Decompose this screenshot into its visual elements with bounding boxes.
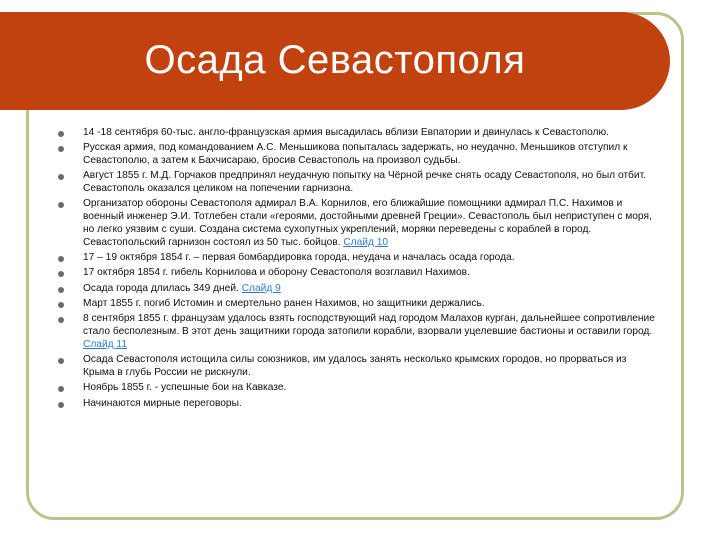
- bullet-icon: [58, 358, 64, 364]
- bullet-text: 14 -18 сентября 60-тыс. англо-французская армия высадилась вблизи Евпатории и двинулась к Севастополю.: [83, 127, 609, 138]
- bullet-text: Осада Севастополя истощила силы союзников, им удалось занять несколько крымских городов, но прорваться из Крыма в глубь России не рискнули.: [83, 354, 627, 379]
- bullet-item: [57, 267, 657, 280]
- slide-10-link[interactable]: Слайд 10: [343, 236, 389, 248]
- bullet-icon: [58, 386, 64, 392]
- bullet-item: [57, 313, 657, 351]
- slide-title: Осада Севастополя: [144, 38, 526, 82]
- bullet-item: [57, 298, 657, 311]
- bullet-item: [57, 382, 657, 395]
- bullet-icon: [58, 174, 64, 180]
- bullet-text: Август 1855 г. М.Д. Горчаков предпринял неудачную попытку на Чёрной речке снять осаду Севастополя, но был отбит. Севастополь оказался целиком на попечении гарнизона.: [83, 170, 646, 195]
- bullet-item: [57, 398, 657, 411]
- slide-11-link[interactable]: Слайд 11: [83, 338, 128, 350]
- bullet-item: [57, 142, 657, 168]
- bullet-icon: [58, 146, 64, 152]
- bullet-item: [57, 283, 657, 296]
- bullet-item: [57, 170, 657, 196]
- bullet-item: [57, 252, 657, 265]
- title-bar: [0, 12, 670, 110]
- slide-9-link[interactable]: Слайд 9: [241, 282, 281, 294]
- bullet-icon: [58, 402, 64, 408]
- bullet-text: Русская армия, под командованием А.С. Меньшикова попыталась задержать, но неудачно. Меньшиков отступил к Севастополю, а затем к Бахчисараю, бросив Севастополь на произвол судьбы.: [83, 142, 628, 167]
- bullet-text: Март 1855 г. погиб Истомин и смертельно ранен Нахимов, но защитники держались.: [83, 298, 485, 310]
- bullet-item: [57, 354, 657, 380]
- bullet-icon: [58, 271, 64, 277]
- bullet-item: [57, 198, 657, 249]
- bullet-text: 8 сентября 1855 г. французам удалось взять господствующий над городом Малахов курган, дальнейшее сопротивление стало бесполезным. В этот день защитники города затопили корабли, взорвали уцелевшие бастионы и оставили город.: [83, 313, 655, 338]
- bullet-list: [57, 127, 657, 413]
- bullet-icon: [58, 256, 64, 262]
- bullet-icon: [58, 317, 64, 323]
- bullet-icon: [58, 302, 64, 308]
- bullet-icon: [58, 287, 64, 293]
- bullet-text: 17 – 19 октября 1854 г. – первая бомбардировка города, неудача и началась осада города.: [83, 252, 515, 264]
- bullet-text: 17 октября 1854 г. гибель Корнилова и оборону Севастополя возглавил Нахимов.: [83, 267, 470, 279]
- bullet-text: Организатор обороны Севастополя адмирал В.А. Корнилов, его ближайшие помощники адмирал П.С. Нахимов и военный инженер Э.И. Тотлебен стали «героями, достойными древней Греции». Севастополь был неприступен с моря, но легко уязвим с суши. Создана система сухопутных укреплений, моряки переведены с кораблей в город. Севастопольский гарнизон состоял из 50 тыс. бойцов.: [83, 198, 652, 248]
- bullet-text: Начинаются мирные переговоры.: [83, 397, 242, 409]
- bullet-icon: [58, 131, 64, 137]
- bullet-text: Осада города длилась 349 дней.: [83, 282, 239, 294]
- bullet-icon: [58, 202, 64, 208]
- bullet-text: Ноябрь 1855 г. - успешные бои на Кавказе.: [83, 382, 287, 394]
- bullet-item: [57, 127, 657, 140]
